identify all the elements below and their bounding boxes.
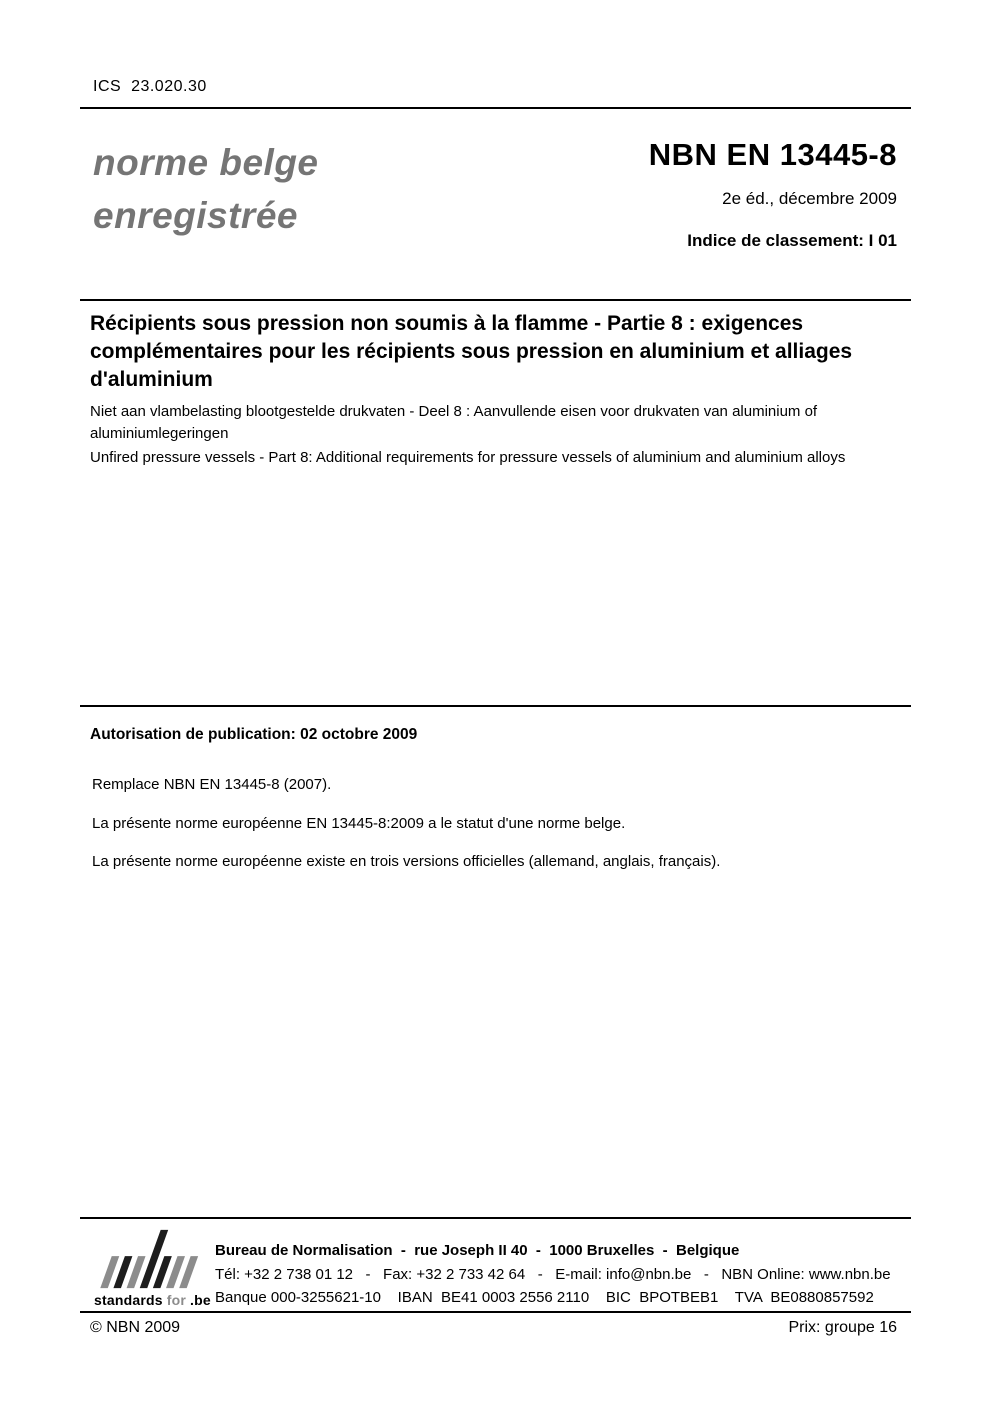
nbn-logo-block [94, 1228, 209, 1308]
header-right-block [649, 139, 897, 251]
tagline-standards: standards [94, 1292, 163, 1308]
replaces-note: Remplace NBN EN 13445-8 (2007). [92, 776, 332, 793]
copyright-notice: © NBN 2009 [90, 1319, 181, 1336]
address-line: Bureau de Normalisation - rue Joseph II 40 - 1000 Bruxelles - Belgique [215, 1242, 740, 1259]
publication-rule [80, 705, 911, 707]
ics-code: ICS 23.020.30 [93, 78, 207, 95]
doc-status-line1: norme belge [93, 142, 319, 183]
title-rule [80, 299, 911, 301]
bank-line: Banque 000-3255621-10 IBAN BE41 0003 2556 2110 BIC BPOTBEB1 TVA BE0880857592 [215, 1289, 874, 1306]
header-rule [80, 107, 911, 109]
doc-status-title [93, 136, 319, 242]
bottom-row [90, 1319, 897, 1337]
publisher-address-block [215, 1239, 891, 1310]
title-french: Récipients sous pression non soumis à la flamme - Partie 8 : exigences complémentaires pour les récipients sous pression en aluminium et alliages d'aluminium [90, 312, 853, 391]
standard-number: NBN EN 13445-8 [648, 137, 897, 172]
tagline-for: for [166, 1292, 186, 1308]
price-group: Prix: groupe 16 [788, 1319, 897, 1336]
title-dutch: Niet aan vlambelasting blootgestelde drukvaten - Deel 8 : Aanvullende eisen voor drukvaten van aluminium of aluminiumlegeringen [90, 403, 818, 442]
bottom-rule [80, 1311, 911, 1313]
nbn-logo-icon [98, 1228, 204, 1290]
publication-authorization: Autorisation de publication: 02 octobre 2009 [90, 726, 418, 743]
logo-tagline [94, 1292, 209, 1308]
versions-note: La présente norme européenne existe en trois versions officielles (allemand, anglais, français). [92, 853, 721, 870]
classification-index: Indice de classement: I 01 [687, 231, 897, 250]
status-note: La présente norme européenne EN 13445-8:2009 a le statut d'une norme belge. [92, 815, 626, 832]
contact-line: Tél: +32 2 738 01 12 - Fax: +32 2 733 42 64 - E-mail: info@nbn.be - NBN Online: www.nbn.be [215, 1265, 891, 1283]
edition-date: 2e éd., décembre 2009 [722, 189, 897, 208]
title-english: Unfired pressure vessels - Part 8: Additional requirements for pressure vessels of aluminium and aluminium alloys [90, 449, 846, 466]
footer-rule [80, 1217, 911, 1219]
tagline-be: .be [189, 1292, 211, 1308]
doc-status-line2: enregistrée [93, 195, 298, 236]
